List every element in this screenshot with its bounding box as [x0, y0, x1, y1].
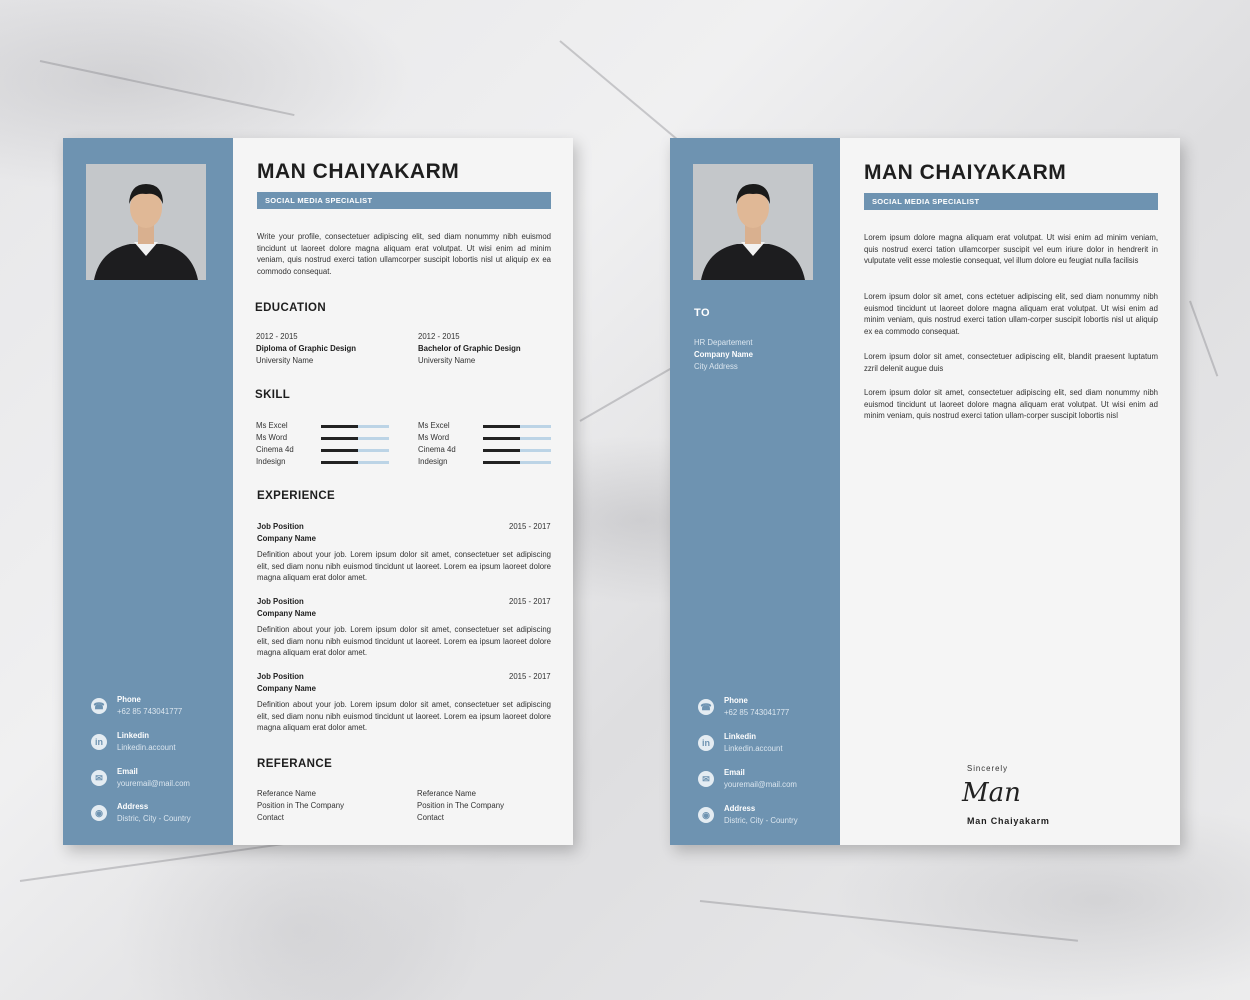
skill-name: Indesign: [418, 457, 448, 466]
person-role-banner: SOCIAL MEDIA SPECIALIST: [864, 193, 1158, 210]
skill-level-bar: [483, 449, 551, 452]
job-position: Job Position: [257, 672, 304, 681]
job-years: 2015 - 2017: [509, 597, 551, 606]
phone-icon: ☎: [91, 698, 107, 714]
letter-closing: Sincerely: [967, 764, 1009, 773]
marble-vein: [559, 40, 683, 144]
contact-value: Distric, City - Country: [117, 814, 191, 823]
contact-label: Linkedin: [117, 731, 150, 740]
profile-photo: [693, 164, 813, 280]
education-heading: EDUCATION: [255, 302, 327, 314]
education-years: 2012 - 2015: [256, 332, 298, 341]
recipient-company: Company Name: [694, 350, 753, 359]
phone-icon: ☎: [698, 699, 714, 715]
contact-value: Linkedin.account: [117, 743, 176, 752]
job-position: Job Position: [257, 522, 304, 531]
job-company: Company Name: [257, 684, 316, 693]
skill-heading: SKILL: [255, 389, 291, 401]
letter-paragraph: Lorem ipsum dolore magna aliquam erat volutpat. Ut wisi enim ad minim veniam, quis nostrud exerci tation ullamcorper suscipit vel eum iriure dolor in hendrerit in vulputate velit esse molestie consequat, vel illum dolore eu feugiat nulla facilisis: [864, 233, 1158, 266]
skill-name: Cinema 4d: [256, 445, 294, 454]
skill-level-fill: [321, 437, 358, 440]
recipient-department: HR Departement: [694, 338, 753, 347]
job-years: 2015 - 2017: [509, 522, 551, 531]
email-icon: ✉: [91, 770, 107, 786]
skill-name: Indesign: [256, 457, 286, 466]
letter-sidebar: [670, 138, 840, 845]
person-role-banner: SOCIAL MEDIA SPECIALIST: [257, 192, 551, 209]
skill-level-bar: [321, 425, 389, 428]
reference-contact: Contact: [257, 813, 284, 822]
contact-label: Address: [724, 804, 756, 813]
education-years: 2012 - 2015: [418, 332, 460, 341]
location-icon: ◉: [698, 807, 714, 823]
skill-level-fill: [321, 449, 358, 452]
signed-name: Man Chaiyakarm: [967, 816, 1050, 826]
reference-item: [257, 788, 344, 824]
contact-label: Email: [117, 767, 138, 776]
skill-name: Ms Word: [418, 433, 450, 442]
profile-photo: [86, 164, 206, 280]
skill-level-fill: [321, 425, 358, 428]
job-years: 2015 - 2017: [509, 672, 551, 681]
marble-vein: [700, 900, 1078, 942]
letter-main: [840, 138, 1180, 845]
job-position: Job Position: [257, 597, 304, 606]
contact-value: youremail@mail.com: [117, 779, 190, 788]
contact-label: Address: [117, 802, 149, 811]
contact-value: youremail@mail.com: [724, 780, 797, 789]
skill-level-fill: [483, 425, 520, 428]
skill-level-bar: [321, 449, 389, 452]
location-icon: ◉: [91, 805, 107, 821]
skill-name: Cinema 4d: [418, 445, 456, 454]
skill-level-bar: [483, 437, 551, 440]
skill-level-bar: [483, 425, 551, 428]
resume-page: [63, 138, 573, 845]
email-icon: ✉: [698, 771, 714, 787]
profile-text: Write your profile, consectetuer adipiscing elit, sed diam nonummy nibh euismod tincidunt ut laoreet dolore magna aliquam erat volutpat. Ut wisi enim ad minim veniam, quis nostrud exerci tation ullamcorper suscipit lobortis nisl ut aliquip ex ea commodo consequat.: [257, 232, 551, 277]
person-name: MAN CHAIYAKARM: [864, 161, 1067, 184]
skill-level-fill: [483, 449, 520, 452]
person-name: MAN CHAIYAKARM: [257, 160, 460, 183]
reference-position: Position in The Company: [257, 801, 344, 810]
reference-heading: REFERANCE: [257, 758, 333, 770]
job-description: Definition about your job. Lorem ipsum dolor sit amet, consectetuer set adipiscing elit, sed diam nonu nibh euismod tincidunt ut laoreet. Lorem ea ipsum laoreet dolore magna aliquam erat dolor amet.: [257, 700, 551, 733]
resume-sidebar: [63, 138, 233, 845]
contact-value: +62 85 743041777: [117, 707, 183, 716]
contact-label: Email: [724, 768, 745, 777]
reference-name: Referance Name: [257, 789, 316, 798]
linkedin-icon: in: [91, 734, 107, 750]
education-item: [256, 331, 356, 367]
education-degree: Diploma of Graphic Design: [256, 344, 357, 353]
reference-contact: Contact: [417, 813, 444, 822]
skill-level-bar: [321, 461, 389, 464]
contact-value: Linkedin.account: [724, 744, 783, 753]
skill-level-bar: [483, 461, 551, 464]
skill-name: Ms Word: [256, 433, 288, 442]
letter-paragraph: Lorem ipsum dolor sit amet, consectetuer adipiscing elit, sed diam nonummy nibh euismod tincidunt ut laoreet dolore magna aliquam erat volutpat. Ut wisi enim ad minim veniam, quis nostrud exerci tation ullam-corper suscipit lobortis nisl: [864, 388, 1158, 421]
education-school: University Name: [418, 356, 476, 365]
recipient-address: City Address: [694, 362, 738, 371]
cover-letter-page: [670, 138, 1180, 845]
education-item: [418, 331, 521, 367]
skill-name: Ms Excel: [256, 421, 288, 430]
marble-vein: [1189, 301, 1218, 377]
recipient-heading: TO: [694, 307, 711, 319]
job-company: Company Name: [257, 609, 316, 618]
education-degree: Bachelor of Graphic Design: [418, 344, 521, 353]
reference-name: Referance Name: [417, 789, 476, 798]
education-school: University Name: [256, 356, 314, 365]
letter-paragraph: Lorem ipsum dolor sit amet, consectetuer adipiscing elit, blandit praesent luptatum zzril delenit augue duis: [864, 352, 1158, 373]
marble-vein: [40, 60, 295, 116]
letter-paragraph: Lorem ipsum dolor sit amet, cons ectetuer adipiscing elit, sed diam nonummy nibh euismod tincidunt ut laoreet dolore magna aliquam erat volutpat. Ut wisi enim ad minim veniam, quis nostrud exerci tation ullam-corper suscipit lobortis nisl ut aliquip ex ea commodo consequat.: [864, 292, 1158, 337]
job-description: Definition about your job. Lorem ipsum dolor sit amet, consectetuer set adipiscing elit, sed diam nonu nibh euismod tincidunt ut laoreet. Lorem ea ipsum laoreet dolore magna aliquam erat dolor amet.: [257, 625, 551, 658]
resume-main: [233, 138, 573, 845]
contact-label: Phone: [117, 695, 141, 704]
skill-level-bar: [321, 437, 389, 440]
linkedin-icon: in: [698, 735, 714, 751]
skill-level-fill: [483, 437, 520, 440]
contact-label: Phone: [724, 696, 748, 705]
contact-value: Distric, City - Country: [724, 816, 798, 825]
reference-item: [417, 788, 504, 824]
marble-vein: [580, 360, 685, 422]
skill-level-fill: [321, 461, 358, 464]
contact-value: +62 85 743041777: [724, 708, 790, 717]
job-company: Company Name: [257, 534, 316, 543]
experience-heading: EXPERIENCE: [257, 490, 336, 502]
job-description: Definition about your job. Lorem ipsum dolor sit amet, consectetuer set adipiscing elit, sed diam nonu nibh euismod tincidunt ut laoreet. Lorem ea ipsum laoreet dolore magna aliquam erat dolor amet.: [257, 550, 551, 583]
reference-position: Position in The Company: [417, 801, 504, 810]
handwritten-signature: Man: [962, 778, 1021, 808]
contact-label: Linkedin: [724, 732, 757, 741]
skill-name: Ms Excel: [418, 421, 450, 430]
skill-level-fill: [483, 461, 520, 464]
